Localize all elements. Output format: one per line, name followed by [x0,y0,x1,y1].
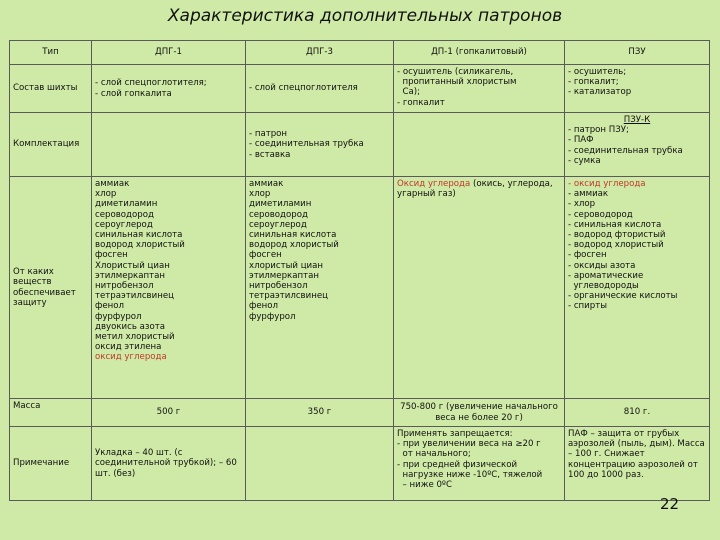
list-line: этилмеркаптан [249,270,319,281]
list-line: - гопкалит [397,97,445,108]
list-line: - слой гопкалита [95,88,172,99]
list-line: - спирты [568,301,608,312]
label-mass: Масса [10,399,92,427]
mass-dp1: 750-800 г (увеличение начального веса не более 20 г) [394,399,565,427]
list-line: аммиак [249,179,284,189]
list-line: - при средней физической [397,459,518,470]
protect-dp1 [394,177,565,399]
list-line: фурфурол [249,311,296,322]
list-line: - ароматические [568,270,644,281]
note-dpg1: Укладка – 40 шт. (с соединительной трубкой); – 60 шт. (без) [92,427,246,501]
list-line: тетраэтилсвинец [95,291,174,302]
protect-pzu [565,177,710,399]
list-line: - синильная кислота [568,219,662,230]
list-line: хлор [95,189,117,200]
list-line: - водород фтористый [568,230,666,241]
header-pzu: ПЗУ [565,41,710,65]
protect-dp1-co: Оксид углерода [397,179,471,189]
list-line: синильная кислота [95,230,183,241]
list-line: - сероводород [568,209,633,220]
protect-dpg1 [92,177,246,399]
list-line: хлор [249,189,271,200]
label-shaft: Состав шихты [10,65,92,113]
list-line: - водород хлористый [568,240,664,251]
list-line: Хлористый циан [95,260,170,271]
row-note [10,427,710,501]
page-number: 22 [660,495,680,513]
protect-dpg1-list [95,179,242,352]
header-row [10,41,710,65]
list-line: двуокись азота [95,321,166,332]
list-line: Са); [397,87,420,98]
list-line: пропитанный хлористым [397,77,517,88]
kit-dpg1 [92,113,246,177]
list-line: углеводороды [568,281,639,292]
list-line: тетраэтилсвинец [249,291,328,302]
header-type: Тип [10,41,92,65]
list-line: сероводород [95,209,154,220]
list-line: - катализатор [568,87,632,98]
kit-pzu [565,113,710,177]
list-line: нагрузке ниже -10ºС, тяжелой [397,469,543,480]
list-line: - слой спецпоглотителя; [95,78,207,89]
shaft-pzu [565,65,710,113]
list-line: фосген [95,250,128,261]
mass-dpg1: 500 г [92,399,246,427]
row-mass [10,399,710,427]
list-line: - осушитель (силикагель, [397,67,514,77]
note-dp1 [394,427,565,501]
list-line: фенол [95,301,125,312]
list-line: – ниже 0ºС [397,480,452,491]
list-line: аммиак [95,179,130,189]
list-line: - органические кислоты [568,291,678,302]
protect-dpg1-co: оксид углерода [95,352,167,363]
list-line: синильная кислота [249,230,337,241]
list-line: - соединительная трубка [249,139,364,150]
list-line: нитробензол [249,281,308,292]
list-line: от начального; [397,449,471,460]
list-line: - фосген [568,250,607,261]
row-shaft [10,65,710,113]
protect-dpg3 [246,177,394,399]
list-line: этилмеркаптан [95,270,165,281]
protect-dp1-rest: (окись, углерода, угарный газ) [397,179,553,200]
list-line: - хлор [568,199,596,210]
list-line: - патрон ПЗУ; [568,125,629,136]
kit-dpg3 [246,113,394,177]
header-dp1: ДП-1 (гопкалитовый) [394,41,565,65]
shaft-dpg1 [92,65,246,113]
list-line: водород хлористый [95,240,185,251]
label-protect: От каких веществ обеспечивает защиту [10,177,92,399]
note-dpg3 [246,427,394,501]
list-line: метил хлористый [95,332,175,343]
list-line: нитробензол [95,281,154,292]
list-line: - ПАФ [568,135,594,146]
list-line: - вставка [249,149,291,160]
pzu-k-heading: ПЗУ-К [623,115,651,125]
list-line: хлористый циан [249,260,324,271]
header-dpg3: ДПГ-3 [246,41,394,65]
list-line: сероуглерод [249,219,307,230]
list-line: - соединительная трубка [568,145,683,156]
kit-dp1 [394,113,565,177]
list-line: фенол [249,301,279,312]
list-line: фурфурол [95,311,142,322]
row-protect [10,177,710,399]
list-line: сероводород [249,209,308,220]
list-line: - при увеличении веса на ≥20 г [397,439,541,450]
list-line: водород хлористый [249,240,339,251]
list-line: Применять запрещается: [397,429,513,439]
note-pzu: ПАФ – защита от грубых аэрозолей (пыль, дым). Масса – 100 г. Снижает концентрацию аэрозолей от 100 до 1000 раз. [565,427,710,501]
mass-pzu: 810 г. [565,399,710,427]
list-line: сероуглерод [95,219,153,230]
label-note: Примечание [10,427,92,501]
mass-dpg3: 350 г [246,399,394,427]
header-dpg1: ДПГ-1 [92,41,246,65]
list-line: - гопкалит; [568,77,619,88]
list-line: фосген [249,250,282,261]
list-line: - слой спецпоглотителя [249,83,358,94]
list-line: диметиламин [249,199,312,210]
list-line: диметиламин [95,199,158,210]
page-title: Характеристика дополнительных патронов [167,6,563,26]
list-line: - сумка [568,155,601,166]
list-line: - осушитель; [568,67,627,77]
shaft-dp1 [394,65,565,113]
protect-pzu-co: - оксид углерода [568,179,646,189]
row-kit [10,113,710,177]
kit-pzu-list [568,125,706,166]
shaft-dpg3 [246,65,394,113]
list-line: - патрон [249,129,288,140]
list-line: - оксиды азота [568,260,636,271]
list-line: - аммиак [568,189,609,200]
list-line: оксид этилена [95,342,162,353]
protect-pzu-list [568,189,706,311]
cartridge-table [9,40,710,501]
label-kit: Комплектация [10,113,92,177]
